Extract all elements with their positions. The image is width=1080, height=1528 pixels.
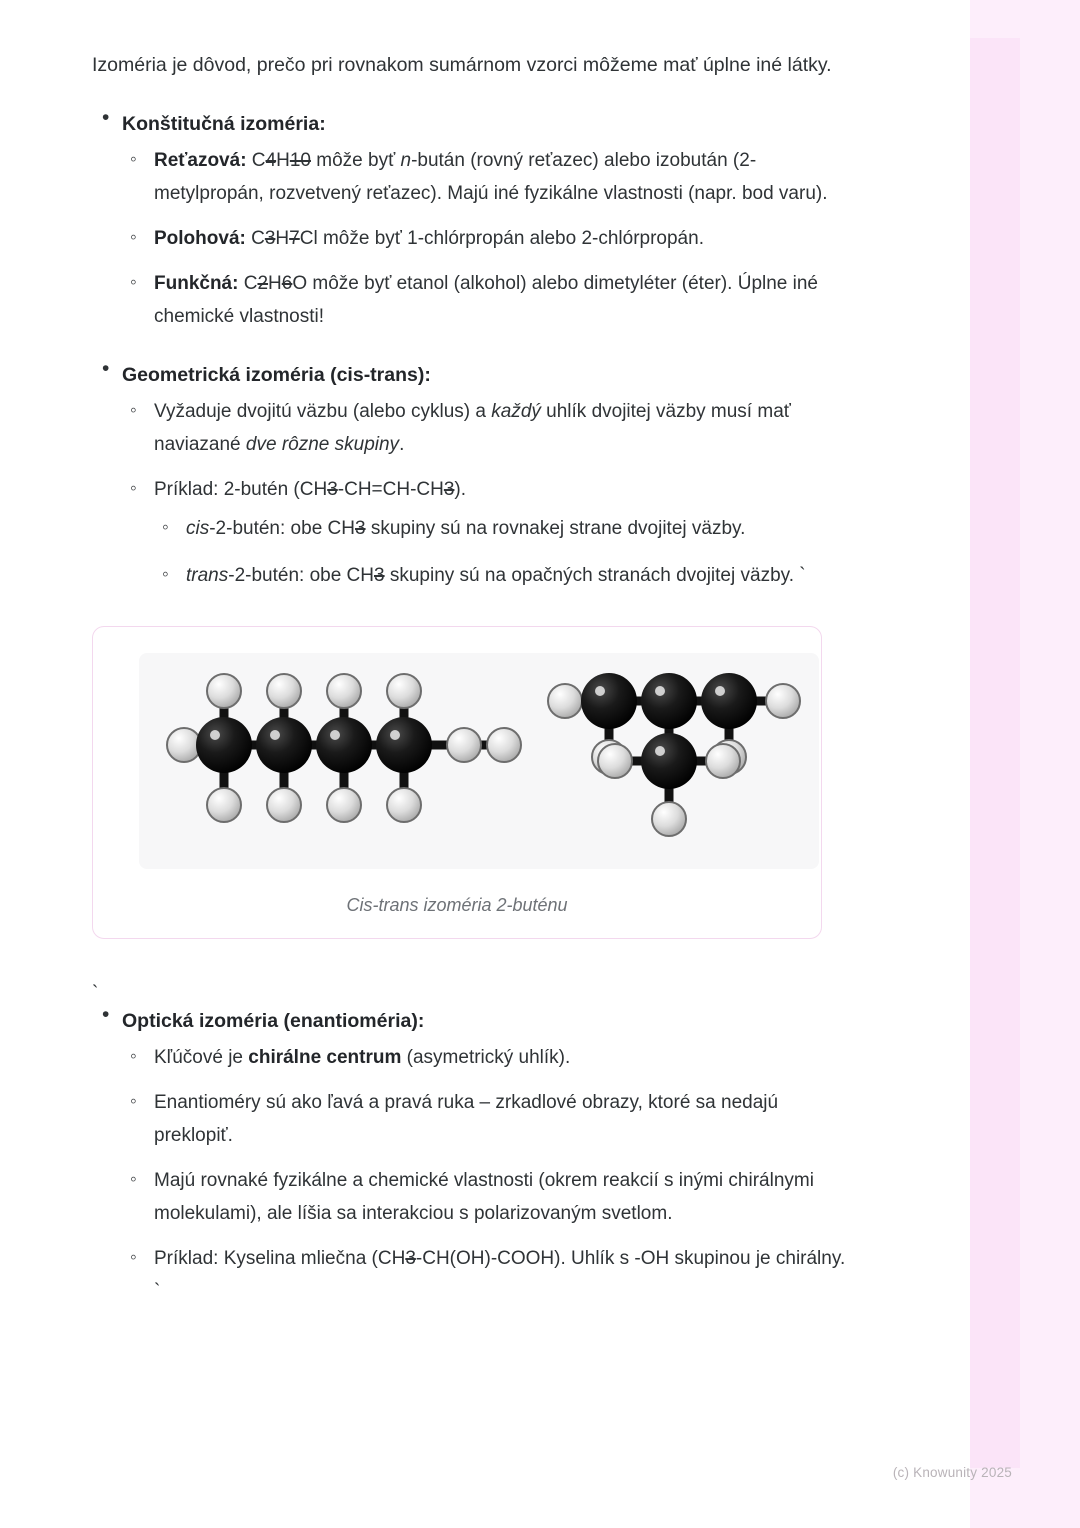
section-subitems — [154, 512, 852, 592]
figure-card — [92, 626, 822, 939]
list-item: ◦ Polohová: C3H7Cl môže byť 1-chlórpropán alebo 2-chlórpropán. — [122, 222, 852, 255]
list-item: ◦ Enantioméry sú ako ľavá a pravá ruka – zrkadlové obrazy, ktoré sa nedajú preklopiť. — [122, 1086, 852, 1152]
section-opticka-izomeria — [92, 1005, 852, 1308]
list-item: ◦ Vyžaduje dvojitú väzbu (alebo cyklus) a každý uhlík dvojitej väzby musí mať naviazané dve rôzne skupiny. — [122, 395, 852, 461]
section-heading: • Geometrická izoméria (cis-trans): — [122, 364, 431, 386]
margin-strip-inner — [970, 38, 1020, 1468]
section-items — [122, 1041, 852, 1308]
molecule-svg — [139, 653, 819, 869]
section-heading: • Konštitučná izoméria: — [122, 113, 326, 135]
list-item: ◦ Funkčná: C2H6O môže byť etanol (alkohol) alebo dimetyléter (éter). Úplne iné chemické vlastnosti! — [122, 267, 852, 333]
sections-list — [92, 108, 852, 592]
list-item: ◦ Reťazová: C4H10 môže byť n-bután (rovný reťazec) alebo izobután (2-metylpropán, rozvetvený reťazec). Majú iné fyzikálne vlastnosti (napr. bod varu). — [122, 144, 852, 210]
section-items — [122, 395, 852, 592]
section-heading: • Optická izoméria (enantioméria): — [122, 1010, 425, 1032]
stray-backtick: ` — [92, 983, 99, 1004]
list-item: ◦ Kľúčové je chirálne centrum (asymetrický uhlík). — [122, 1041, 852, 1074]
list-item: ◦ Príklad: 2-butén (CH3-CH=CH-CH3). ◦ cis-2-butén: obe CH3 skupiny sú na rovnakej strane dvojitej väzby. ◦ trans-2-butén: obe CH3 skupiny sú na opačných stranách dvojitej väzby. ` — [122, 473, 852, 592]
list-item: ◦ Majú rovnaké fyzikálne a chemické vlastnosti (okrem reakcií s inými chirálnymi molekulami), ale líšia sa interakciou s polarizovaným svetlom. — [122, 1164, 852, 1230]
right-margin-strip — [970, 0, 1080, 1528]
section-geometricka-izomeria — [92, 359, 852, 592]
section-items — [122, 144, 852, 333]
watermark: (c) Knowunity 2025 — [892, 1465, 1012, 1480]
document-content — [92, 48, 852, 1320]
list-item: ◦ cis-2-butén: obe CH3 skupiny sú na rovnakej strane dvojitej väzby. — [154, 512, 852, 545]
list-item: ◦ Príklad: Kyselina mliečna (CH3-CH(OH)-COOH). Uhlík s -OH skupinou je chirálny. ` — [122, 1242, 852, 1308]
molecule-ball-and-stick-diagram — [139, 653, 819, 869]
intro-paragraph: Izoméria je dôvod, prečo pri rovnakom sumárnom vzorci môžeme mať úplne iné látky. — [92, 54, 832, 76]
list-item: ◦ trans-2-butén: obe CH3 skupiny sú na opačných stranách dvojitej väzby. ` — [154, 559, 852, 592]
sections-list-2 — [92, 1005, 852, 1308]
section-konstitucna-izomeria — [92, 108, 852, 333]
figure-caption: Cis-trans izoméria 2-buténu — [346, 895, 568, 915]
